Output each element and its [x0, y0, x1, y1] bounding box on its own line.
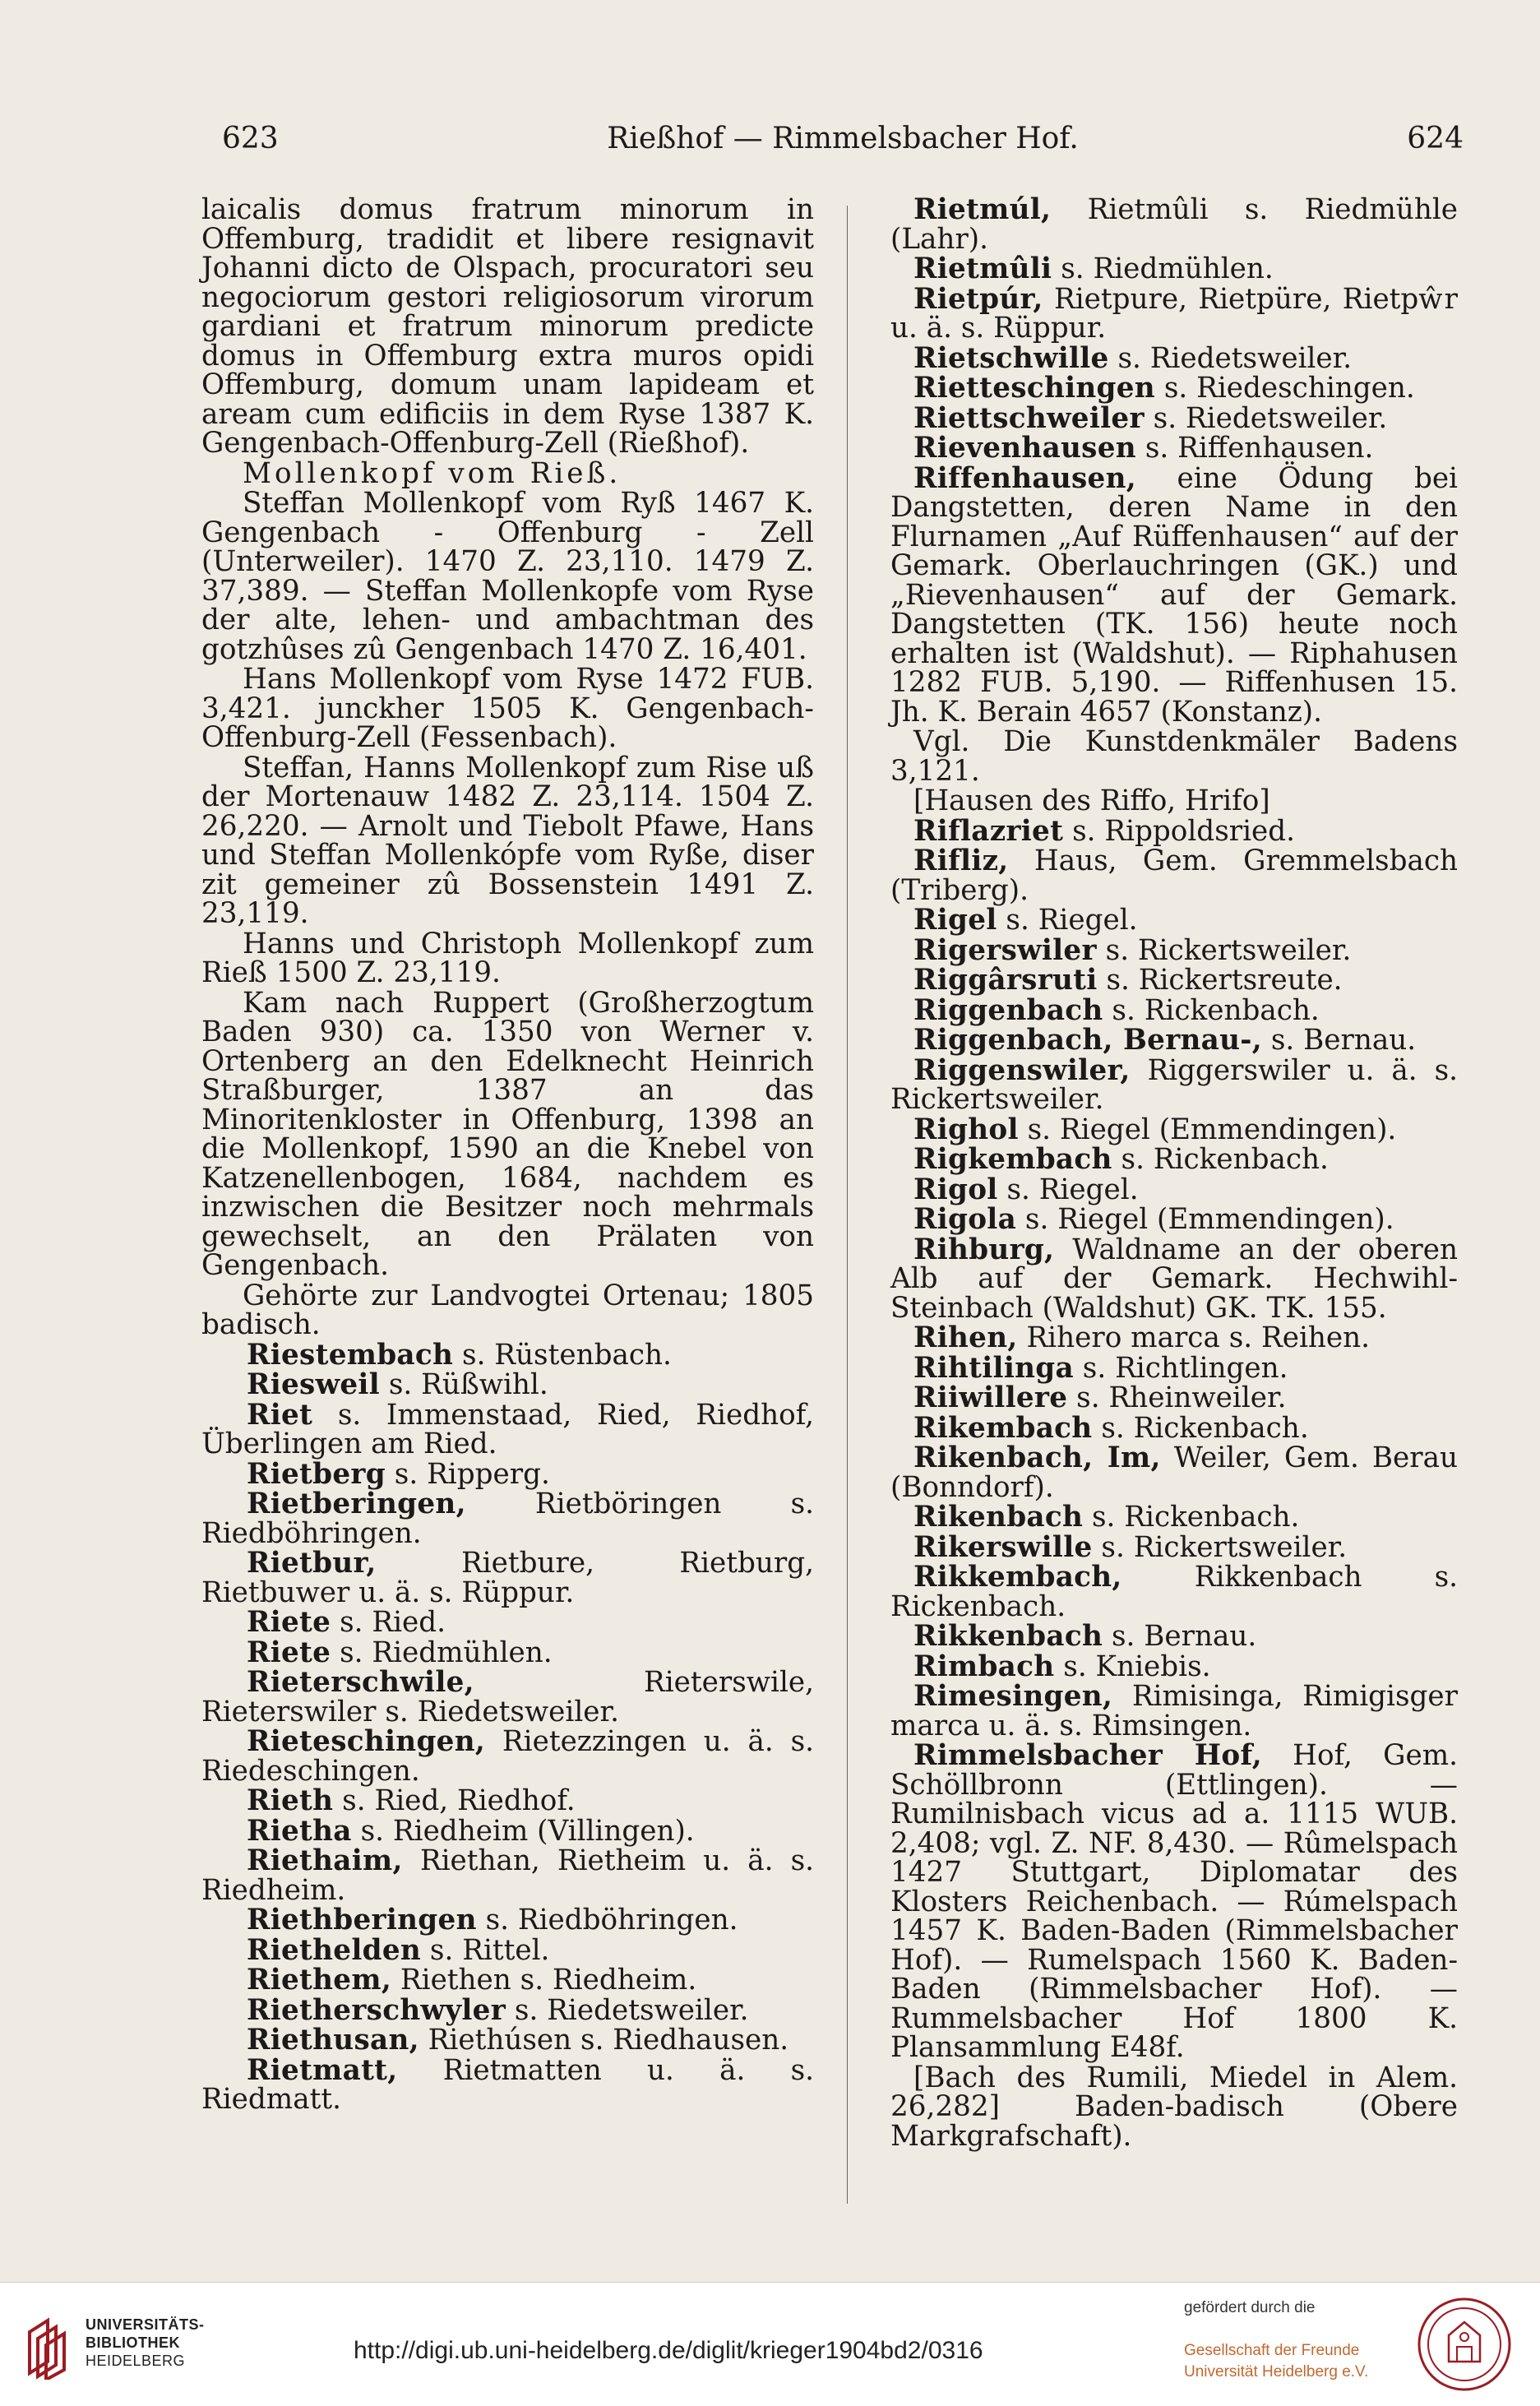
- entry-text: Rihero marca s. Reihen.: [1017, 1321, 1371, 1354]
- entry-lemma: Rietmûli: [913, 252, 1052, 285]
- entry-lemma: Rietha: [247, 1814, 352, 1848]
- lexicon-entry: [890, 966, 1458, 996]
- entry-lemma: Rihen,: [913, 1321, 1018, 1354]
- entry-lemma: Rietherschwyler: [247, 1993, 506, 2027]
- entry-lemma: Rikkembach,: [913, 1561, 1122, 1594]
- entry-lemma: Riet: [247, 1398, 313, 1432]
- entry-text: s. Riedetsweiler.: [1144, 401, 1388, 435]
- entry-lemma: Rieterschwile,: [247, 1666, 474, 1699]
- entry-lemma: Rihtilinga: [913, 1351, 1074, 1385]
- paragraph: Gehörte zur Landvogtei Ortenau; 1805 badisch.: [201, 1279, 814, 1341]
- lexicon-entry: [201, 1636, 814, 1669]
- entry-lemma: Rievenhausen: [913, 432, 1136, 465]
- left-entry-list: [201, 1338, 814, 2116]
- lexicon-entry: [201, 1993, 814, 2027]
- lexicon-entry: [890, 1563, 1458, 1622]
- lexicon-entry: [890, 1530, 1458, 1564]
- paragraph: laicalis domus fratrum minorum in Offemburg, tradidit et libere resignavit Johanni dicto de Olspach, procuratori seu negociorum gestori religiosorum virorum gardiani et fratrum minorum predicte domus in Offemburg extra muros opidi Offemburg, domum unam lapideam et aream cum edificiis in dem Ryse 1387 K. Gengenbach-Offenburg-Zell (Rießhof).: [201, 193, 814, 460]
- entry-text: Riethúsen s. Riedhausen.: [419, 2024, 789, 2057]
- entry-text: s. Kniebis.: [1054, 1649, 1211, 1683]
- entry-lemma: Rigola: [913, 1203, 1017, 1236]
- entry-lemma: Rietmúl,: [913, 193, 1052, 226]
- page-number-right: 624: [1407, 122, 1464, 155]
- entry-lemma: Rigerswiler: [913, 933, 1097, 967]
- entry-lemma: Riestembach: [247, 1338, 454, 1372]
- society-name: Gesellschaft der Freunde Universität Heidelberg e.V.: [1184, 2342, 1369, 2381]
- page-header: [222, 122, 1464, 171]
- entry-text: Hof, Gem. Schöllbronn (Ettlingen). — Rumilnisbach vicus ad a. 1115 WUB. 2,408; vgl. Z. NF. 8,430. — Rûmelspach 1427 Stuttgart, Diplomatar des Klosters Reichenbach. — Rúmelspach 1457 K. Baden-Baden (Rimmelsbacher Hof). — Rumelspach 1560 K. Baden-Baden (Rimmelsbacher Hof). — Rummelsbacher Hof 1800 K. Plansammlung E48f.: [890, 1739, 1458, 2064]
- entry-lemma: Rigkembach: [913, 1143, 1112, 1176]
- entry-lemma: Riethaim,: [247, 1844, 403, 1877]
- lexicon-entry: [890, 933, 1458, 967]
- lexicon-entry: [890, 1503, 1458, 1533]
- entry-lemma: Rihburg,: [913, 1233, 1055, 1266]
- entry-text: s. Rickertsweiler.: [1092, 1530, 1348, 1564]
- lexicon-entry: [890, 1622, 1458, 1652]
- lexicon-entry: [890, 814, 1458, 848]
- lexicon-entry: [890, 1739, 1458, 2064]
- lexicon-entry: [201, 1457, 814, 1491]
- entry-lemma: Rikenbach: [913, 1501, 1084, 1534]
- lexicon-entry: [201, 2026, 814, 2056]
- entry-lemma: Rikkenbach: [913, 1620, 1103, 1653]
- running-title: Rießhof — Rimmelsbacher Hof.: [607, 122, 1079, 155]
- lexicon-entry: [890, 282, 1458, 345]
- entry-text: s. Rippoldsried.: [1063, 814, 1295, 848]
- lexicon-entry: [890, 374, 1458, 404]
- entry-text: Weiler, Gem. Berau (Bonndorf).: [890, 1441, 1458, 1504]
- paragraph: Kam nach Ruppert (Großherzogtum Baden 930) ca. 1350 von Werner v. Ortenberg an den Edelknecht Heinrich Straßburger, 1387 an das Minoritenkloster in Offenburg, 1398 an die Mollenkopf, 1590 an die Knebel von Katzenellenbogen, 1684, nachdem es inzwischen die Besitzer noch mehrmals gewechselt, an den Prälaten von Gengenbach.: [201, 986, 814, 1282]
- lexicon-entry: [201, 1398, 814, 1460]
- entry-lemma: Riethusan,: [247, 2024, 419, 2057]
- lexicon-entry: [890, 1441, 1458, 1504]
- entry-lemma: Rigel: [913, 904, 997, 937]
- entry-text: Haus, Gem. Gremmelsbach (Triberg).: [890, 844, 1458, 907]
- lexicon-entry: [890, 1026, 1458, 1056]
- entry-text: s. Riegel.: [997, 904, 1138, 937]
- entry-text: s. Riegel.: [997, 1173, 1139, 1206]
- entry-lemma: Rieth: [247, 1784, 334, 1817]
- entry-text: Rieterswile, Rieterswiler s. Riedetsweiler.: [201, 1666, 814, 1728]
- entry-text: [Hausen des Riffo, Hrifo]: [913, 784, 1270, 817]
- entry-text: s. Rheinweiler.: [1067, 1381, 1287, 1414]
- entry-lemma: Riethem,: [247, 1964, 392, 1997]
- entry-text: Riggerswiler u. ä. s. Rickertsweiler.: [890, 1053, 1458, 1116]
- lexicon-entry: [201, 1338, 814, 1372]
- lexicon-entry: [890, 1145, 1458, 1175]
- entry-text: s. Rickenbach.: [1083, 1501, 1300, 1534]
- entry-text: s. Rickenbach.: [1112, 1143, 1329, 1176]
- entry-text: Rietböringen s. Riedböhringen.: [201, 1488, 814, 1550]
- entry-note: [890, 784, 1458, 817]
- entry-text: s. Rittel.: [421, 1933, 550, 1967]
- entry-text: s. Ried.: [331, 1606, 446, 1639]
- entry-text: s. Riedheim (Villingen).: [351, 1814, 695, 1848]
- entry-text: Riethan, Rietheim u. ä. s. Riedheim.: [201, 1844, 814, 1907]
- entry-text: Riethen s. Riedheim.: [391, 1964, 697, 1997]
- entry-lemma: Riete: [247, 1636, 331, 1669]
- entry-lemma: Rimmelsbacher Hof,: [913, 1739, 1262, 1772]
- entry-lemma: Rimesingen,: [913, 1680, 1113, 1713]
- entry-note: [890, 2061, 1458, 2153]
- entry-lemma: Rieteschingen,: [247, 1725, 486, 1758]
- entry-lemma: Riggârsruti: [913, 964, 1098, 997]
- entry-lemma: Rikembach: [913, 1411, 1093, 1445]
- lexicon-entry: [890, 193, 1458, 256]
- ub-heidelberg-logo-icon[interactable]: [23, 2316, 72, 2380]
- entry-text: s. Bernau.: [1103, 1620, 1257, 1653]
- entry-lemma: Rikerswille: [913, 1530, 1093, 1564]
- paragraph: Steffan, Hanns Mollenkopf zum Rise uß der Mortenauw 1482 Z. 23,114. 1504 Z. 26,220. — Arnolt und Tiebolt Pfawe, Hans und Steffan Mollenkópfe vom Ryße, diser zit gemeiner zû Bossenstein 1491 Z. 23,119.: [201, 751, 814, 930]
- entry-text: s. Riedetsweiler.: [506, 1993, 749, 2027]
- entry-lemma: Riethelden: [247, 1933, 422, 1967]
- entry-text: s. Bernau.: [1261, 1024, 1417, 1057]
- entry-text: s. Rüstenbach.: [453, 1338, 672, 1372]
- paragraph: Steffan Mollenkopf vom Ryß 1467 K. Gengenbach - Offenburg - Zell (Unterweiler). 1470 Z. 23,110. 1479 Z. 37,389. — Steffan Mollenkopfe vom Ryse der alte, lehen- und ambachtman des gotzhûses zû Gengenbach 1470 Z. 16,401.: [201, 487, 814, 666]
- entry-text: Rikkenbach s. Rickenbach.: [890, 1561, 1458, 1623]
- lexicon-entry: [890, 906, 1458, 936]
- entry-text: s. Riffenhausen.: [1135, 432, 1374, 465]
- entry-lemma: Rietschwille: [913, 341, 1109, 375]
- entry-text: s. Riedeschingen.: [1154, 372, 1415, 405]
- right-column: [890, 193, 1458, 2153]
- entry-text: s. Rickertsreute.: [1097, 964, 1343, 997]
- entry-text: Rietmûli s. Riedmühle (Lahr).: [890, 193, 1458, 256]
- entry-lemma: Riiwillere: [913, 1381, 1068, 1414]
- lexicon-entry: [890, 1351, 1458, 1385]
- entry-lemma: Rietpúr,: [913, 282, 1043, 316]
- entry-lemma: Riggenswiler,: [913, 1053, 1131, 1087]
- lexicon-entry: [890, 1233, 1458, 1325]
- permalink-url[interactable]: http://digi.ub.uni-heidelberg.de/diglit/krieger1904bd2/0316: [354, 2337, 983, 2364]
- paragraph: Hans Mollenkopf vom Ryse 1472 FUB. 3,421. junckher 1505 K. Gengenbach-Offenburg-Zell (Fessenbach).: [201, 663, 814, 754]
- entry-lemma: Riffenhausen,: [913, 461, 1136, 495]
- lexicon-entry: [890, 1173, 1458, 1206]
- entry-lemma: Riflazriet: [913, 814, 1064, 848]
- entry-text: s. Ried, Riedhof.: [333, 1784, 576, 1817]
- lexicon-entry: [890, 401, 1458, 435]
- entry-lemma: Rigol: [913, 1173, 998, 1206]
- lexicon-entry: [201, 1490, 814, 1548]
- lexicon-entry: [201, 1814, 814, 1848]
- entry-lemma: Rietmatt,: [247, 2053, 398, 2087]
- entry-lemma: Rietberg: [247, 1457, 386, 1491]
- entry-text: s. Rickenbach.: [1092, 1411, 1309, 1445]
- lexicon-entry: [201, 1784, 814, 1817]
- entry-lemma: Rietbur,: [247, 1547, 377, 1580]
- entry-text: s. Riegel (Emmendingen).: [1018, 1113, 1397, 1146]
- entry-lemma: Rietteschingen: [913, 372, 1155, 405]
- lexicon-entry: [201, 2053, 814, 2116]
- library-name: UNIVERSITÄTS- BIBLIOTHEK HEIDELBERG: [86, 2316, 205, 2369]
- column-divider: [847, 206, 848, 2204]
- entry-text: Vgl. Die Kunstdenkmäler Badens 3,121.: [890, 725, 1458, 788]
- entry-text: s. Rickenbach.: [1103, 993, 1320, 1027]
- entry-text: s. Riedböhringen.: [476, 1904, 738, 1936]
- entry-text: s. Riedetsweiler.: [1108, 341, 1353, 375]
- entry-text: s. Richtlingen.: [1073, 1351, 1288, 1385]
- lexicon-entry: [201, 1368, 814, 1401]
- entry-lemma: Riete: [247, 1606, 331, 1639]
- paragraph: Hanns und Christoph Mollenkopf zum Rieß 1500 Z. 23,119.: [201, 927, 814, 989]
- entry-text: s. Riegel (Emmendingen).: [1016, 1203, 1394, 1236]
- entry-lemma: Rietberingen,: [247, 1488, 466, 1520]
- entry-text: s. Riedmühlen.: [331, 1636, 553, 1669]
- entry-lemma: Riesweil: [247, 1368, 380, 1401]
- entry-text: s. Ripperg.: [385, 1457, 550, 1491]
- entry-lemma: Riethberingen: [247, 1904, 477, 1936]
- entry-text: Rimisinga, Rimigisger marca u. ä. s. Rimsingen.: [890, 1680, 1458, 1742]
- entry-note: [890, 725, 1458, 788]
- entry-text: Rietpure, Rietpüre, Rietpŵr u. ä. s. Rüppur.: [890, 282, 1458, 345]
- lexicon-entry: [201, 1725, 814, 1788]
- lexicon-entry: [890, 1113, 1458, 1146]
- lexicon-entry: [890, 1321, 1458, 1354]
- lexicon-entry: [201, 1549, 814, 1608]
- lexicon-entry: [890, 1205, 1458, 1235]
- entry-text: s. Rüßwihl.: [379, 1368, 548, 1401]
- right-entry-list: [890, 193, 1458, 2153]
- lexicon-entry: [890, 1053, 1458, 1116]
- paragraph: Mollenkopf vom Rieß.: [243, 456, 622, 490]
- entry-text: [Bach des Rumili, Miedel in Alem. 26,282] Baden-badisch (Obere Markgrafschaft).: [890, 2061, 1458, 2153]
- entry-lemma: Riggenbach, Bernau-,: [913, 1024, 1262, 1057]
- entry-lemma: Righol: [913, 1113, 1019, 1146]
- entry-text: Rietezzingen u. ä. s. Riedeschingen.: [201, 1725, 814, 1788]
- entry-text: Rietbure, Rietburg, Rietbuwer u. ä. s. Rüppur.: [201, 1547, 814, 1609]
- lexicon-entry: [201, 1608, 814, 1638]
- lexicon-entry: [890, 1682, 1458, 1741]
- entry-lemma: Rikenbach, Im,: [913, 1441, 1161, 1474]
- lexicon-entry: [201, 1906, 814, 1936]
- funded-by-text: gefördert durch die: [1184, 2299, 1316, 2316]
- lexicon-entry: [890, 1381, 1458, 1414]
- entry-text: s. Rickertsweiler.: [1096, 933, 1352, 967]
- left-column: [201, 193, 814, 2116]
- university-seal-icon: [1416, 2296, 1513, 2393]
- entry-text: s. Riedmühlen.: [1052, 252, 1274, 285]
- lexicon-entry: [201, 1933, 814, 1967]
- lexicon-entry: [890, 993, 1458, 1027]
- entry-lemma: Rimbach: [913, 1649, 1055, 1683]
- entry-text: Rietmatten u. ä. s. Riedmatt.: [201, 2053, 814, 2116]
- entry-text: s. Immenstaad, Ried, Riedhof, Überlingen am Ried.: [201, 1398, 814, 1460]
- entry-text: Waldname an der oberen Alb auf der Gemark. Hechwihl-Steinbach (Waldshut) GK. TK. 155.: [890, 1233, 1458, 1325]
- lexicon-entry: [890, 844, 1458, 907]
- entry-lemma: Riettschweiler: [913, 401, 1145, 435]
- lexicon-entry: [890, 341, 1458, 375]
- lexicon-entry: [890, 461, 1458, 729]
- lexicon-entry: [201, 1844, 814, 1907]
- page-number-left: 623: [222, 122, 279, 155]
- lexicon-entry: [890, 1411, 1458, 1445]
- digital-library-footer: [0, 2282, 1540, 2406]
- lexicon-entry: [890, 1649, 1458, 1683]
- lexicon-entry: [890, 252, 1458, 285]
- entry-lemma: Riggenbach: [913, 993, 1103, 1027]
- lexicon-entry: [201, 1966, 814, 1996]
- lexicon-entry: [890, 434, 1458, 464]
- lexicon-entry: [201, 1668, 814, 1727]
- entry-text: eine Ödung bei Dangstetten, deren Name in den Flurnamen „Auf Rüffenhausen“ auf der Gemark. Oberlauchringen (GK.) und „Rievenhausen“ auf der Gemark. Dangstetten (TK. 156) heute noch erhalten ist (Waldshut). — Riphahusen 1282 FUB. 5,190. — Riffenhusen 15. Jh. K. Berain 4657 (Konstanz).: [890, 461, 1458, 729]
- entry-lemma: Rifliz,: [913, 844, 1009, 877]
